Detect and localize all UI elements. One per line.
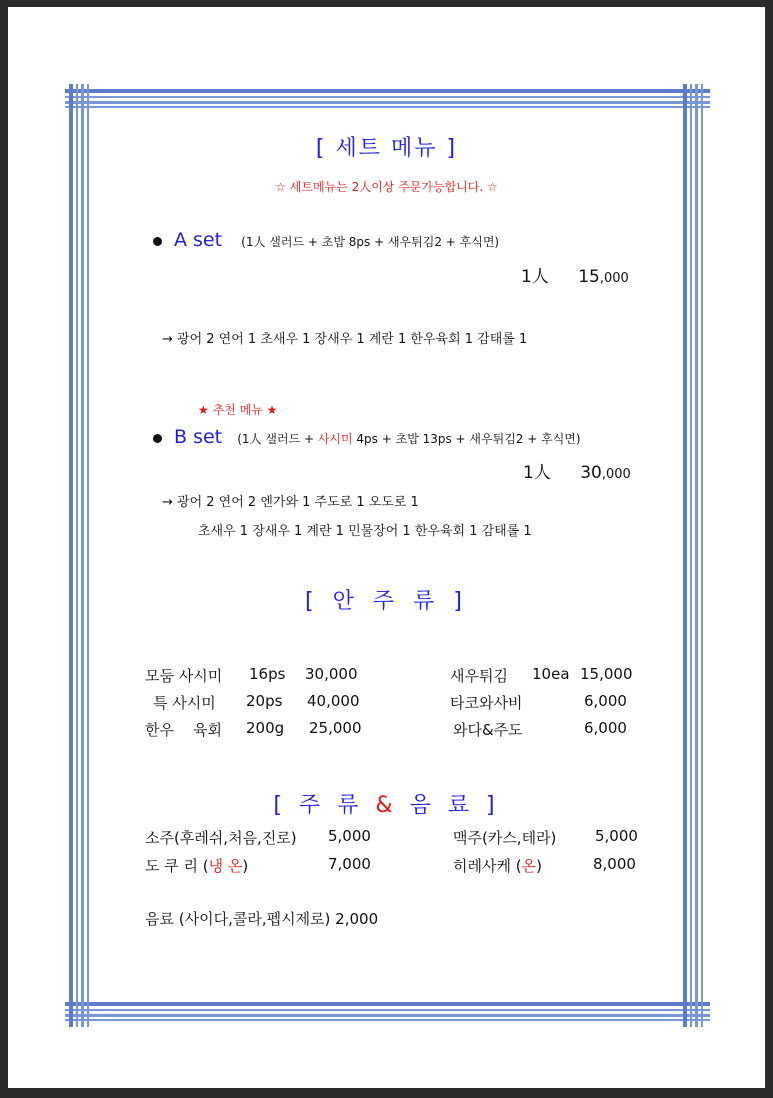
a-set-price-main: 15 [578, 267, 600, 287]
item-qty: 200g [246, 719, 285, 737]
a-set-price-unit: 1人 [521, 267, 549, 287]
item-qty: 20ps [246, 692, 283, 710]
hirezake-hot: 온 [521, 857, 537, 875]
item-name: 특 사시미 [153, 694, 216, 712]
set-menu-note: ☆ 세트메뉴는 2人이상 주문가능합니다. ☆ [275, 180, 498, 194]
b-set-name: B set [174, 426, 223, 448]
hirezake-label: 히레사케 ( [453, 857, 522, 875]
a-set-name: A set [174, 229, 223, 251]
item-name: 모둠 사시미 [145, 667, 223, 685]
item-name: 타코와사비 [450, 694, 523, 712]
a-set-header [153, 229, 499, 251]
b-set-desc-2: 4ps + 초밥 13ps + 새우튀김2 + 후식면) [352, 432, 581, 446]
drinks-title-1: [ 주 류 [273, 793, 376, 818]
appetizers-title: [ 안 주 류 ] [305, 589, 468, 614]
set-menu-title: [ 세트 메뉴 ] [315, 136, 458, 161]
b-set-price-unit: 1人 [523, 463, 551, 483]
item-name: 새우튀김 [450, 667, 508, 685]
dokuri-cold: 냉 [208, 857, 224, 875]
drink-soju-price: 5,000 [328, 827, 371, 845]
beverage-line: 음료 (사이다,콜라,펩시제로) 2,000 [145, 910, 379, 928]
drink-dokuri-name [145, 855, 248, 876]
item-name: 한우 육회 [145, 721, 223, 739]
bullet-icon [153, 237, 162, 246]
b-set-price-tail: ,000 [601, 467, 631, 482]
menu-page [8, 7, 765, 1088]
recommend-label: ★ 추천 메뉴 ★ [198, 403, 278, 417]
item-price: 30,000 [305, 665, 358, 683]
drinks-title-2: 음 료 ] [397, 793, 500, 818]
item-name: 와다&주도 [453, 721, 523, 739]
b-set-desc-red: 사시미 [317, 432, 353, 446]
item-qty: 10ea [532, 665, 570, 683]
item-price: 25,000 [309, 719, 362, 737]
b-set-desc-1: (1人 샐러드 + [237, 432, 318, 446]
dokuri-close: ) [242, 857, 249, 875]
item-price: 15,000 [580, 665, 633, 683]
bullet-icon [153, 434, 162, 443]
drink-soju-name: 소주(후레쉬,처음,진로) [145, 829, 297, 847]
b-set-price-main: 30 [580, 463, 602, 483]
b-set-header [153, 426, 581, 448]
a-set-desc: (1人 샐러드 + 초밥 8ps + 새우튀김2 + 후식면) [241, 235, 500, 249]
b-set-detail-1: → 광어 2 연어 2 엔가와 1 주도로 1 오도로 1 [162, 495, 419, 510]
drink-beer-name: 맥주(카스,테라) [453, 829, 557, 847]
b-set-price [523, 458, 631, 483]
hirezake-close: ) [536, 857, 542, 875]
drink-hirezake-price: 8,000 [593, 855, 636, 873]
drinks-title [8, 788, 765, 819]
drinks-title-amp: & [375, 793, 398, 818]
item-price: 6,000 [584, 692, 627, 710]
drink-hirezake-name [453, 855, 542, 876]
a-set-price-tail: ,000 [599, 271, 629, 286]
drink-beer-price: 5,000 [595, 827, 638, 845]
item-price: 40,000 [307, 692, 360, 710]
a-set-detail: → 광어 2 연어 1 초새우 1 장새우 1 계란 1 한우육회 1 감태롤 1 [162, 332, 528, 347]
dokuri-hot: 온 [227, 857, 243, 875]
a-set-price [521, 262, 629, 287]
dokuri-label: 도 쿠 리 ( [145, 857, 209, 875]
item-qty: 16ps [249, 665, 286, 683]
item-price: 6,000 [584, 719, 627, 737]
drink-dokuri-price: 7,000 [328, 855, 371, 873]
b-set-detail-2: 초새우 1 장새우 1 계란 1 민물장어 1 한우육회 1 감태롤 1 [198, 524, 532, 539]
